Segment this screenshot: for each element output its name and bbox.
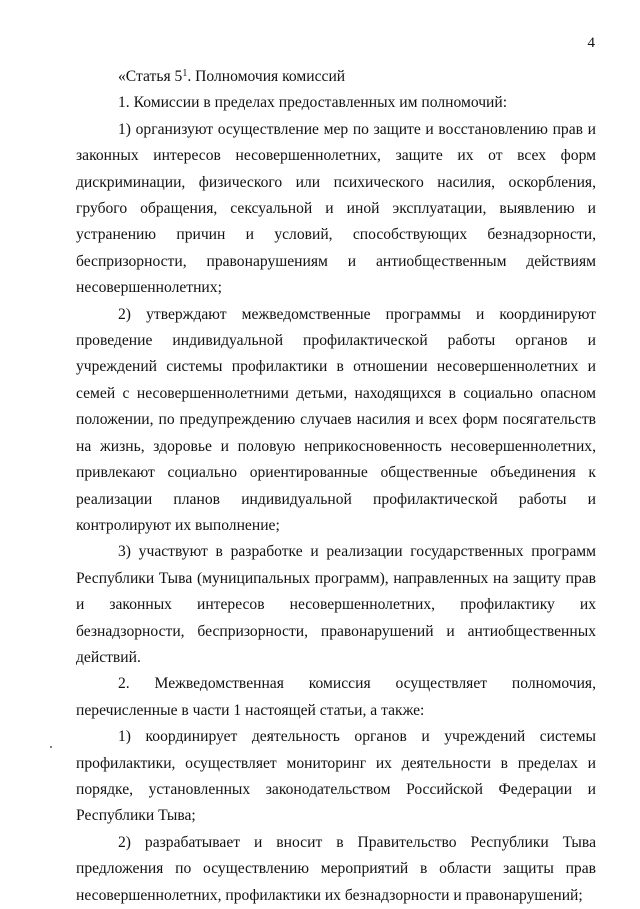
page-number: 4: [587, 35, 595, 51]
document-body: [76, 64, 596, 909]
paragraph-part-1-item-1: 1) организуют осуществление мер по защите и восстановлению прав и законных интересов несовершеннолетних, защите их от всех форм дискриминации, физического или психического насилия, оскорбления, грубого обращения, сексуальной и иной эксплуатации, выявлению и устранению причин и условий, способствующих безнадзорности, беспризорности, правонарушениям и антиобщественным действиям несовершеннолетних;: [76, 120, 596, 297]
article-superscript: 1: [182, 67, 188, 79]
paragraph-part-2-intro: 2. Межведомственная комиссия осуществляет полномочия, перечисленные в части 1 настоящей статьи, а также:: [76, 675, 596, 719]
paragraph-part-2-item-1: 1) координирует деятельность органов и учреждений системы профилактики, осуществляет мониторинг их деятельности в пределах и порядке, установленных законодательством Российской Федерации и Республики Тыва;: [76, 728, 596, 825]
article-heading: [76, 64, 596, 90]
paragraph-part-1-item-2: 2) утверждают межведомственные программы и координируют проведение индивидуальной профилактической работы органов и учреждений системы профилактики в отношении несовершеннолетних и семей с несовершеннолетними детьми, находящихся в социально опасном положении, по предупреждению случаев насилия и всех форм посягательств на жизнь, здоровье и половую неприкосновенность несовершеннолетних, привлекают социально ориентированные общественные объединения к реализации планов индивидуальной профилактической работы и контролируют их выполнение;: [76, 305, 596, 534]
paragraph-part-1-intro: 1. Комиссии в пределах предоставленных им полномочий:: [118, 94, 508, 112]
article-title: . Полномочия комиссий: [187, 68, 346, 85]
scan-dot-mark: [50, 746, 52, 748]
paragraph-part-1-item-3: 3) участвуют в разработке и реализации государственных программ Республики Тыва (муниципальных программ), направленных на защиту прав и законных интересов несовершеннолетних, профилактику их безнадзорности, беспризорности, правонарушений и антиобщественных действий.: [76, 543, 596, 666]
paragraph-part-2-item-2: 2) разрабатывает и вносит в Правительство Республики Тыва предложения по осуществлению мероприятий в области защиты прав несовершеннолетних, профилактики их безнадзорности и правонарушений;: [76, 833, 596, 904]
article-prefix: «Статья 5: [118, 68, 183, 85]
